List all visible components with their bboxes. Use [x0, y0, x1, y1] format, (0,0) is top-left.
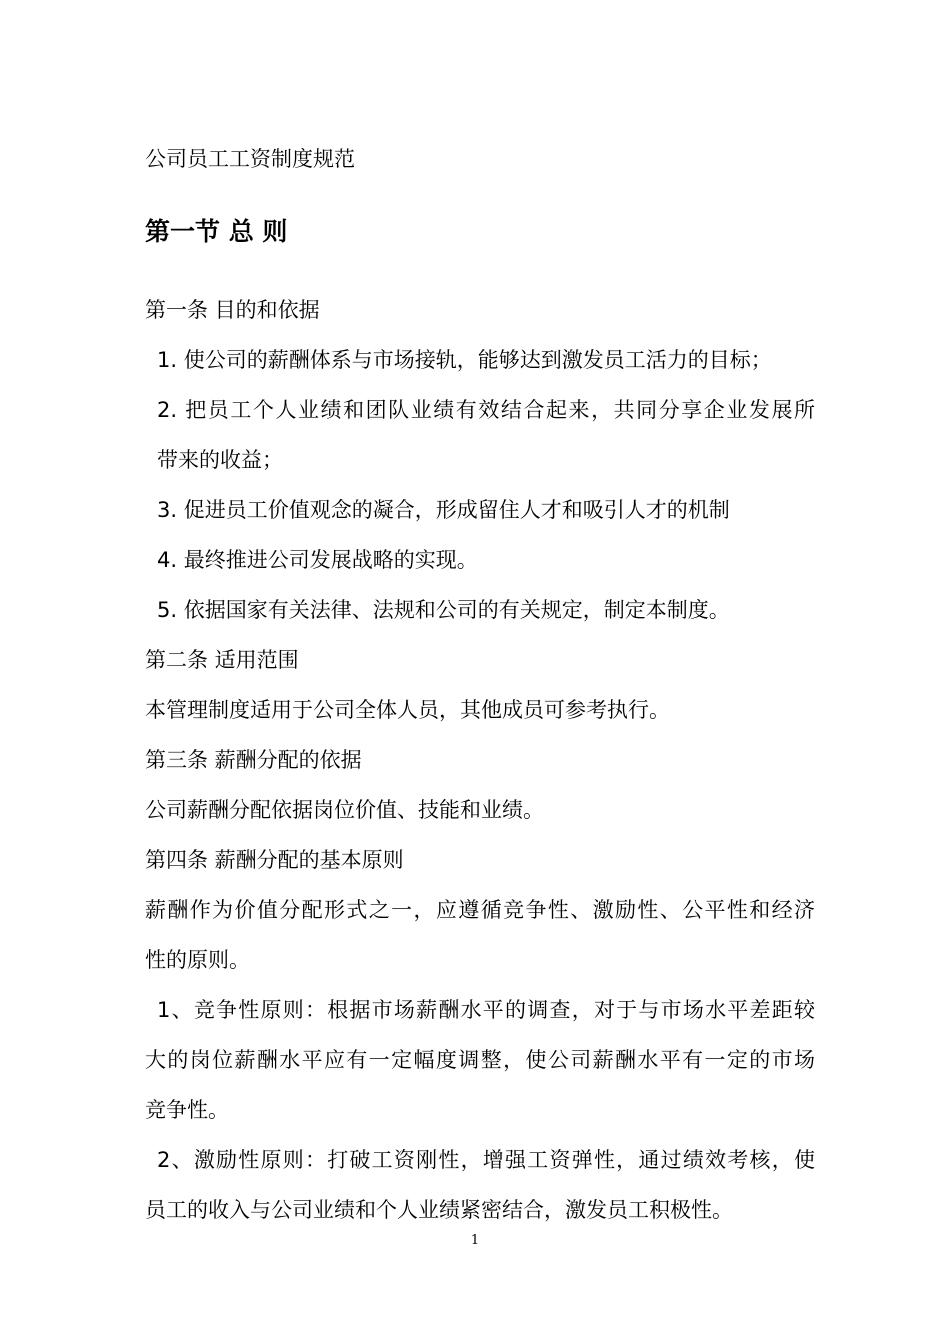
section-heading: 第一节 总 则 [145, 217, 288, 246]
article-2-body: 本管理制度适用于公司全体人员，其他成员可参考执行。 [145, 698, 670, 722]
article-3-body: 公司薪酬分配依据岗位价值、技能和业绩。 [145, 798, 544, 822]
article-1-item-2-cont: 带来的收益； [157, 448, 283, 472]
principle-1-line-1: 1、竞争性原则：根据市场薪酬水平的调查，对于与市场水平差距较 [157, 998, 815, 1022]
article-1-item-5: 5. 依据国家有关法律、法规和公司的有关规定，制定本制度。 [157, 598, 730, 622]
principle-2-line-2: 员工的收入与公司业绩和个人业绩紧密结合，激发员工积极性。 [145, 1198, 733, 1222]
article-4-body-line-2: 性的原则。 [145, 948, 250, 972]
article-1-item-3: 3. 促进员工价值观念的凝合，形成留住人才和吸引人才的机制 [157, 498, 730, 522]
article-1-item-1: 1. 使公司的薪酬体系与市场接轨，能够达到激发员工活力的目标； [157, 348, 772, 372]
article-2-heading: 第二条 适用范围 [145, 648, 299, 672]
article-4-heading: 第四条 薪酬分配的基本原则 [145, 848, 404, 872]
article-1-item-2: 2. 把员工个人业绩和团队业绩有效结合起来，共同分享企业发展所 [157, 398, 815, 422]
principle-1-line-3: 竞争性。 [145, 1098, 229, 1122]
principle-2-line-1: 2、激励性原则：打破工资刚性，增强工资弹性，通过绩效考核，使 [157, 1148, 815, 1172]
page-number: 1 [470, 1233, 480, 1248]
article-4-body-line-1: 薪酬作为价值分配形式之一，应遵循竞争性、激励性、公平性和经济 [145, 898, 815, 922]
article-1-item-4: 4. 最终推进公司发展战略的实现。 [157, 548, 478, 572]
document-title: 公司员工工资制度规范 [145, 147, 355, 171]
article-3-heading: 第三条 薪酬分配的依据 [145, 748, 362, 772]
article-1-heading: 第一条 目的和依据 [145, 298, 320, 322]
principle-1-line-2: 大的岗位薪酬水平应有一定幅度调整，使公司薪酬水平有一定的市场 [145, 1048, 815, 1072]
